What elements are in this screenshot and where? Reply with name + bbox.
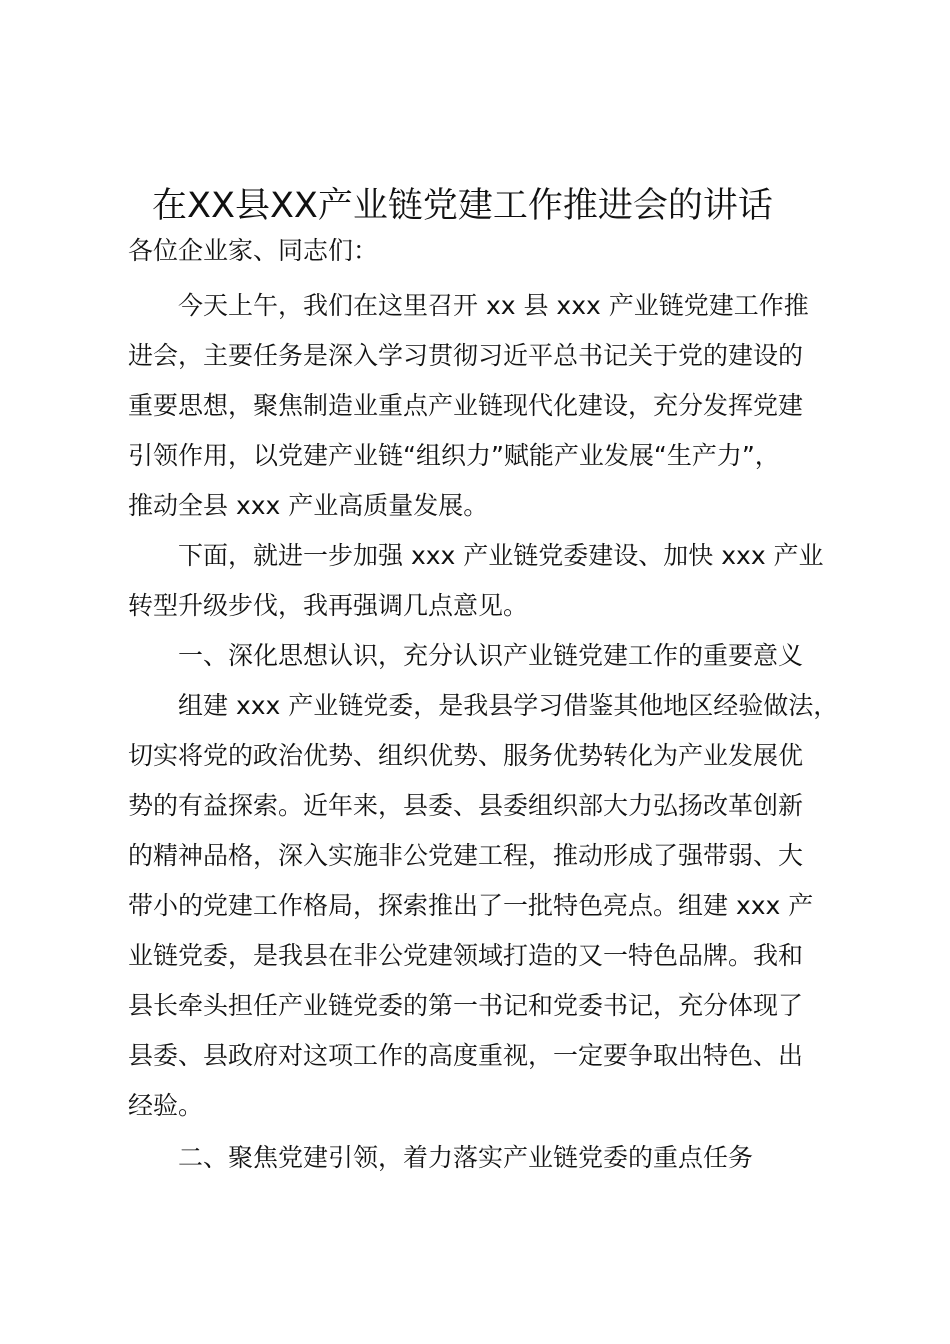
paragraph-line: 下面，就进一步加强 xxx 产业链党委建设、加快 xxx 产业 [178, 541, 824, 570]
paragraph-line: 业链党委，是我县在非公党建领域打造的又一特色品牌。我和 [128, 941, 804, 970]
section-heading-2: 二、聚焦党建引领，着力落实产业链党委的重点任务 [178, 1143, 754, 1172]
salutation: 各位企业家、同志们： [128, 236, 379, 265]
paragraph-line: 组建 xxx 产业链党委，是我县学习借鉴其他地区经验做法， [178, 691, 839, 720]
paragraph-line: 的精神品格，深入实施非公党建工程，推动形成了强带弱、大 [128, 841, 804, 870]
paragraph-line: 今天上午，我们在这里召开 xx 县 xxx 产业链党建工作推 [178, 291, 809, 320]
paragraph-line: 引领作用，以党建产业链“组织力”赋能产业发展“生产力”， [128, 441, 780, 470]
document-title: 在XX县XX产业链党建工作推进会的讲话 [152, 186, 773, 226]
paragraph-line: 县委、县政府对这项工作的高度重视，一定要争取出特色、出 [128, 1041, 804, 1070]
paragraph-line: 进会，主要任务是深入学习贯彻习近平总书记关于党的建设的 [128, 341, 804, 370]
paragraph-line: 转型升级步伐，我再强调几点意见。 [128, 591, 529, 620]
paragraph-line: 县长牵头担任产业链党委的第一书记和党委书记，充分体现了 [128, 991, 804, 1020]
paragraph-line: 势的有益探索。近年来，县委、县委组织部大力弘扬改革创新 [128, 791, 804, 820]
paragraph-line: 重要思想，聚焦制造业重点产业链现代化建设，充分发挥党建 [128, 391, 804, 420]
paragraph-line: 经验。 [128, 1091, 204, 1120]
section-heading-1: 一、深化思想认识，充分认识产业链党建工作的重要意义 [178, 641, 804, 670]
paragraph-line: 带小的党建工作格局，探索推出了一批特色亮点。组建 xxx 产 [128, 891, 814, 920]
paragraph-line: 切实将党的政治优势、组织优势、服务优势转化为产业发展优 [128, 741, 804, 770]
paragraph-line: 推动全县 xxx 产业高质量发展。 [128, 491, 489, 520]
